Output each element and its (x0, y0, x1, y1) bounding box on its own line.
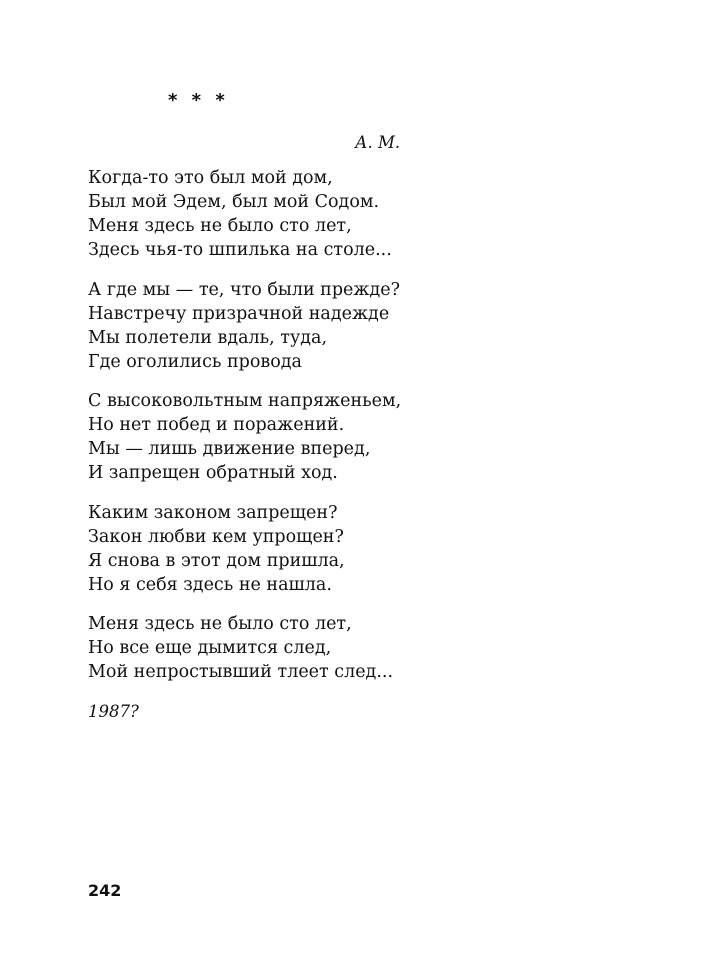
poem-line: Но нет побед и поражений. (88, 415, 345, 435)
poem-line: Навстречу призрачной надежде (88, 303, 390, 324)
poem-line: А где мы — те, что были прежде? (88, 279, 401, 300)
stanza-4 (88, 501, 648, 597)
poem-line: Был мой Эдем, был мой Содом. (88, 192, 380, 212)
poem-line: Где оголились провода (88, 351, 302, 372)
poem-line: Мой непростывший тлеет след... (88, 662, 394, 682)
poem-line: И запрещен обратный ход. (88, 463, 338, 483)
stanza-5 (88, 612, 648, 684)
poem-line: Каким законом запрещен? (88, 502, 338, 523)
poem-line: Но я себя здесь не нашла. (88, 574, 332, 595)
page-number: 242 (88, 881, 122, 900)
poem-line: Здесь чья-то шпилька на столе... (88, 240, 392, 260)
poem-line: Закон любви кем упрощен? (88, 526, 344, 547)
poem-line: Мы — лишь движение вперед, (88, 439, 371, 459)
poem-dedication: А. М. (355, 133, 401, 152)
poem-line: Меня здесь не было сто лет, (88, 216, 352, 236)
poem-line: Когда-то это был мой дом, (88, 168, 333, 188)
poem-line: Я снова в этот дом пришла, (88, 550, 345, 571)
poem-date: 1987? (88, 701, 139, 721)
poem-line: Мы полетели вдаль, туда, (88, 327, 328, 348)
poem-body (88, 166, 648, 724)
stanza-1 (88, 166, 648, 262)
stanza-2 (88, 278, 648, 374)
poem-line: Но все еще дымится след, (88, 638, 332, 658)
poem-line: Меня здесь не было сто лет, (88, 614, 352, 634)
poem-line: С высоковольтным напряженьем, (88, 391, 402, 411)
stanza-3 (88, 389, 648, 485)
section-asterisks: * * * (168, 90, 229, 111)
